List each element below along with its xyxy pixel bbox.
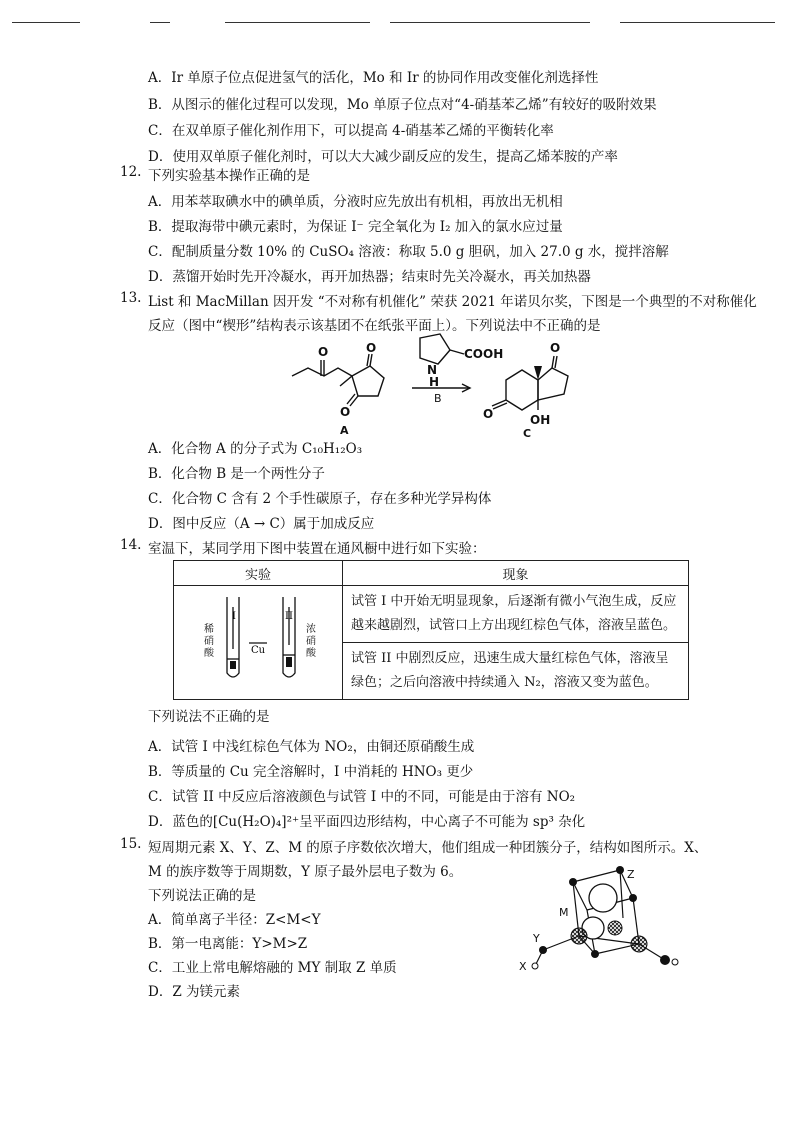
q12-option-d: D．蒸馏开始时先开冷凝水，再开加热器；结束时先关冷凝水，再关加热器 — [148, 269, 591, 285]
scheme-label-a: A — [340, 424, 349, 437]
q13-option-b: B．化合物 B 是一个两性分子 — [148, 466, 325, 482]
q15-option-b: B．第一电离能：Y>M>Z — [148, 936, 308, 952]
scheme-label-c: C — [523, 427, 532, 440]
q15-stem-line2: M 的族序数等于周期数，Y 原子最外层电子数为 6。 — [148, 864, 463, 880]
scheme-cooh: COOH — [464, 347, 504, 361]
scheme-o: O — [483, 407, 494, 421]
label-x: X — [519, 960, 527, 973]
q12-stem: 下列实验基本操作正确的是 — [148, 168, 310, 184]
q12-option-c: C．配制质量分数 10% 的 CuSO₄ 溶液：称取 5.0 g 胆矾，加入 27.0 g 水，搅拌溶解 — [148, 244, 669, 260]
q14-number: 14. — [120, 537, 142, 553]
q13-stem-line2: 反应（图中“楔形”结构表示该基团不在纸张平面上）。下列说法中不正确的是 — [148, 318, 601, 334]
q13-number: 13. — [120, 290, 142, 306]
q15-stem3: 下列说法正确的是 — [148, 888, 256, 904]
q14-option-b: B．等质量的 Cu 完全溶解时，I 中消耗的 HNO₃ 更少 — [148, 764, 474, 780]
q15-option-c: C．工业上常电解熔融的 MY 制取 Z 单质 — [148, 960, 397, 976]
q14-option-d: D．蓝色的[Cu(H₂O)₄]²⁺呈平面四边形结构，中心离子不可能为 sp³ 杂化 — [148, 814, 586, 830]
header-rule — [12, 22, 80, 23]
q13-stem-line1: List 和 MacMillan 因开发 “不对称有机催化” 荣获 2021 年诺贝尔奖，下图是一个典型的不对称催化 — [148, 294, 757, 310]
scheme-o: O — [366, 341, 377, 355]
q15-option-d: D．Z 为镁元素 — [148, 984, 240, 1000]
scheme-o: O — [318, 345, 329, 359]
q11-option-a: A．Ir 单原子位点促进氢气的活化，Mo 和 Ir 的协同作用改变催化剂选择性 — [148, 70, 599, 86]
observation-tube-i: 试管 I 中开始无明显现象，后逐渐有微小气泡生成，反应越来越剧烈，试管口上方出现红棕色气体，溶液呈蓝色。 — [343, 586, 689, 643]
header-rule — [150, 22, 170, 23]
table-header-experiment: 实验 — [174, 561, 343, 586]
observation-tube-ii: 试管 II 中剧烈反应，迅速生成大量红棕色气体，溶液呈绿色；之后向溶液中持续通入 N₂，溶液又变为蓝色。 — [343, 643, 689, 700]
q11-option-d: D．使用双单原子催化剂时，可以大大减少副反应的发生，提高乙烯苯胺的产率 — [148, 149, 618, 165]
q13-option-d: D．图中反应（A → C）属于加成反应 — [148, 516, 375, 532]
scheme-h: H — [429, 375, 440, 389]
q14-stem2: 下列说法不正确的是 — [148, 709, 270, 725]
tube-ii-label: II — [285, 610, 293, 622]
label-z: Z — [627, 868, 635, 881]
q15-stem-line1: 短周期元素 X、Y、Z、M 的原子序数依次增大，他们组成一种团簇分子，结构如图所示。X、 — [148, 840, 708, 856]
q11-option-c: C．在双单原子催化剂作用下，可以提高 4-硝基苯乙烯的平衡转化率 — [148, 123, 554, 139]
scheme-o: O — [550, 341, 561, 355]
conc-nitric-acid-label: 浓硝酸 — [306, 624, 316, 659]
scheme-label-b: B — [434, 392, 442, 405]
q12-number: 12. — [120, 164, 142, 180]
scheme-o: O — [340, 405, 351, 419]
header-rule — [225, 22, 370, 23]
q13-option-c: C．化合物 C 含有 2 个手性碳原子，存在多种光学异构体 — [148, 491, 492, 507]
scheme-oh: OH — [530, 413, 551, 427]
tube-i-label: I — [232, 610, 236, 622]
label-m: M — [559, 906, 569, 919]
q14-stem: 室温下，某同学用下图中装置在通风橱中进行如下实验： — [148, 541, 486, 557]
q14-option-c: C．试管 II 中反应后溶液颜色与试管 I 中的不同，可能是由于溶有 NO₂ — [148, 789, 576, 805]
q13-option-a: A．化合物 A 的分子式为 C₁₀H₁₂O₃ — [148, 441, 363, 457]
q14-option-a: A．试管 I 中浅红棕色气体为 NO₂，由铜还原硝酸生成 — [148, 739, 475, 755]
apparatus-cell — [174, 586, 343, 700]
q15-option-a: A．简单离子半径：Z<M<Y — [148, 912, 321, 928]
q15-number: 15. — [120, 836, 142, 852]
header-rule — [620, 22, 775, 23]
q11-option-b: B．从图示的催化过程可以发现，Mo 单原子位点对“4-硝基苯乙烯”有较好的吸附效果 — [148, 97, 657, 113]
dilute-nitric-acid-label: 稀硝酸 — [204, 624, 214, 659]
cu-label: Cu — [251, 644, 266, 656]
table-header-phenomenon: 现象 — [343, 561, 689, 586]
header-rule — [390, 22, 590, 23]
label-y: Y — [533, 932, 540, 945]
q12-option-b: B．提取海带中碘元素时，为保证 I⁻ 完全氧化为 I₂ 加入的氯水应过量 — [148, 219, 563, 235]
q12-option-a: A．用苯萃取碘水中的碘单质，分液时应先放出有机相，再放出无机相 — [148, 194, 563, 210]
scheme-nh: N — [427, 363, 438, 377]
reaction-scheme — [280, 330, 600, 440]
cluster-structure-diagram — [515, 858, 695, 978]
experiment-table — [173, 560, 689, 700]
